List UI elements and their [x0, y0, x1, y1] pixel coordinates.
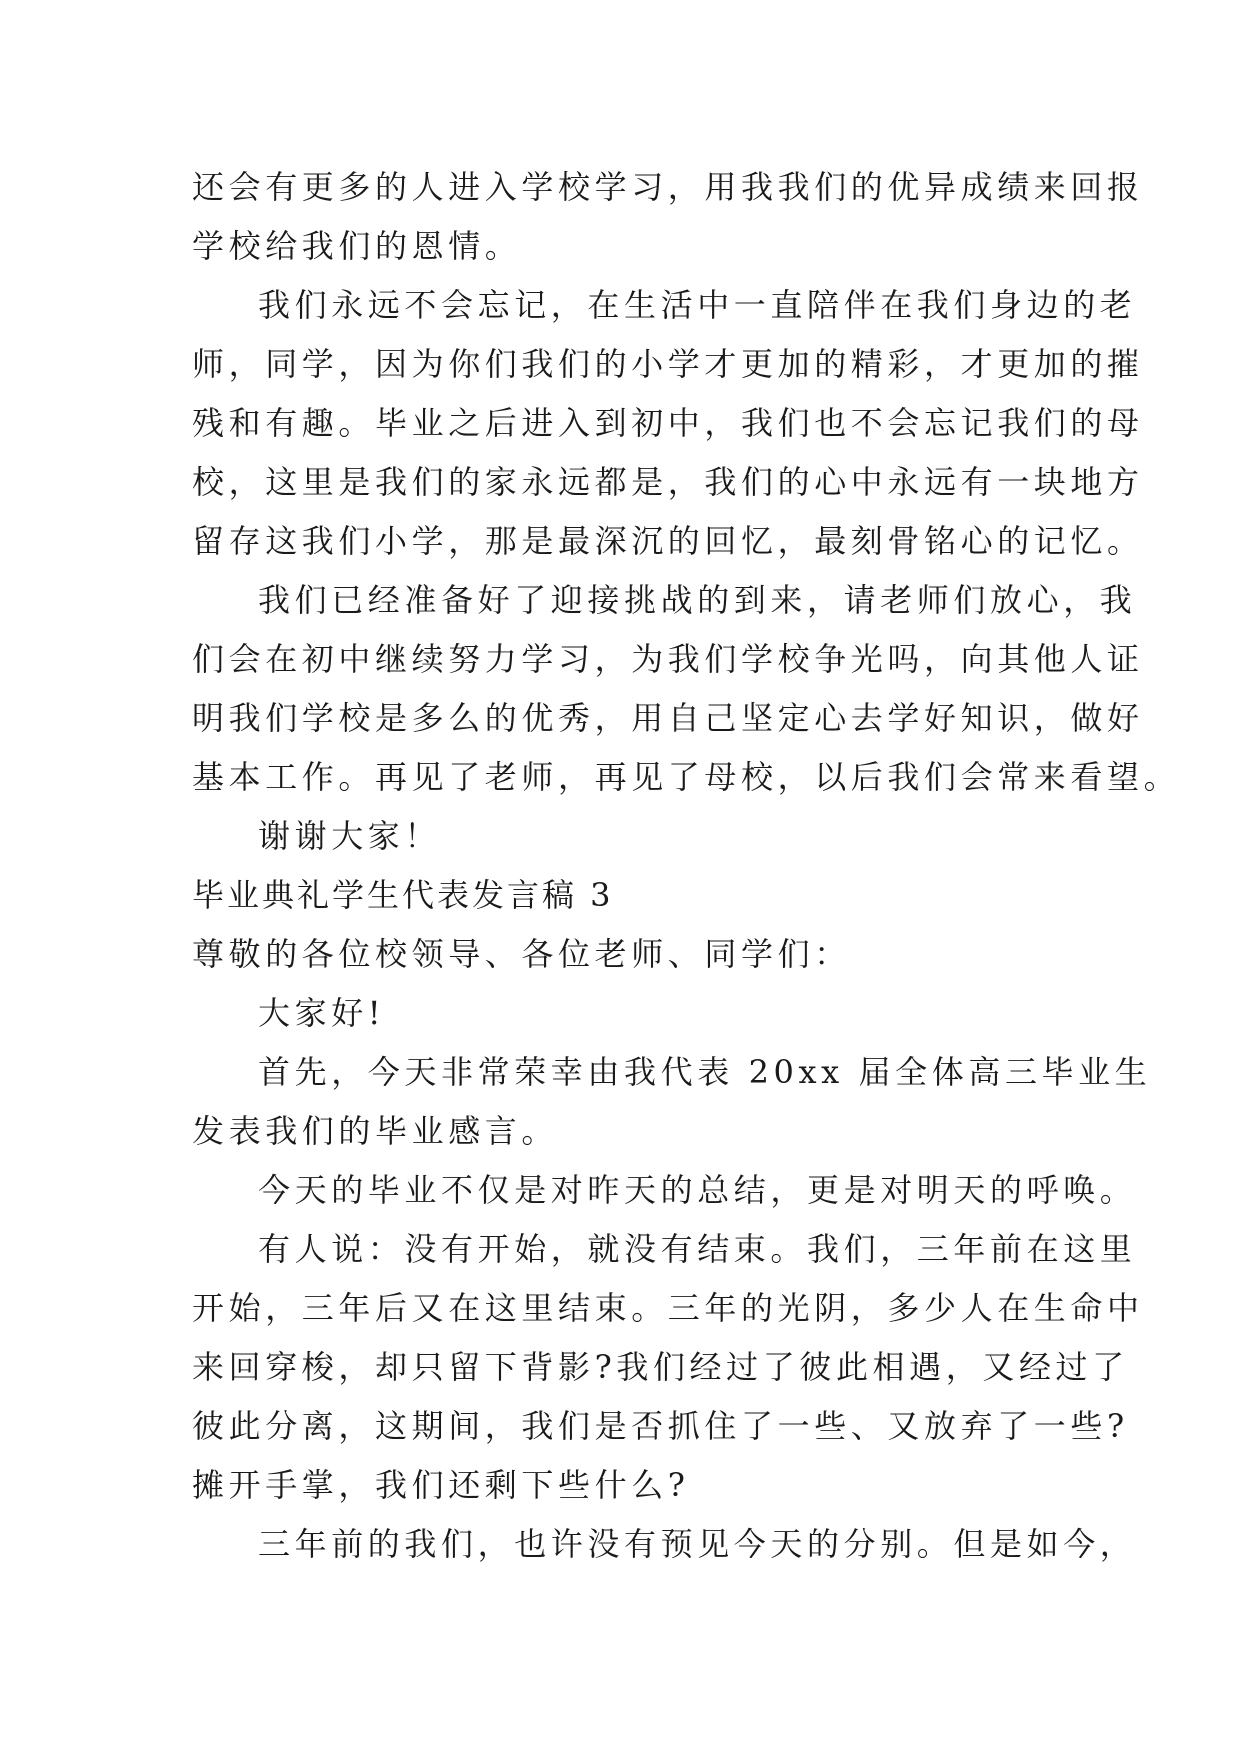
- text-line: 明我们学校是多么的优秀，用自己坚定心去学好知识，做好: [192, 699, 1144, 737]
- text-line: 留存这我们小学，那是最深沉的回忆，最刻骨铭心的记忆。: [192, 522, 1144, 560]
- document-body: [192, 158, 1181, 1574]
- text-line: 谢谢大家！: [258, 817, 442, 855]
- section-heading: 毕业典礼学生代表发言稿 3: [192, 876, 614, 914]
- text-line: 我们永远不会忘记，在生活中一直陪伴在我们身边的老: [258, 286, 1137, 324]
- text-line: 大家好!: [258, 994, 386, 1032]
- text-line: 彼此分离，这期间，我们是否抓住了一些、又放弃了一些?: [192, 1407, 1129, 1445]
- text-line: 们会在初中继续努力学习，为我们学校争光吗，向其他人证: [192, 640, 1144, 678]
- text-line: 来回穿梭，却只留下背影?我们经过了彼此相遇，又经过了: [192, 1348, 1129, 1386]
- text-line: 发表我们的毕业感言。: [192, 1112, 559, 1150]
- text-line: 三年前的我们，也许没有预见今天的分别。但是如今，: [258, 1525, 1137, 1563]
- text-line: 首先，今天非常荣幸由我代表 20xx 届全体高三毕业生: [258, 1053, 1152, 1091]
- text-line: 摊开手掌，我们还剩下些什么?: [192, 1466, 690, 1504]
- text-line: 校，这里是我们的家永远都是，我们的心中永远有一块地方: [192, 463, 1144, 501]
- text-line: 尊敬的各位校领导、各位老师、同学们：: [192, 935, 851, 973]
- text-line: 基本工作。再见了老师，再见了母校，以后我们会常来看望。: [192, 758, 1181, 796]
- text-line: 还会有更多的人进入学校学习，用我我们的优异成绩来回报: [192, 168, 1144, 206]
- text-line: 残和有趣。毕业之后进入到初中，我们也不会忘记我们的母: [192, 404, 1144, 442]
- text-line: 开始，三年后又在这里结束。三年的光阴，多少人在生命中: [192, 1289, 1144, 1327]
- text-line: 有人说：没有开始，就没有结束。我们，三年前在这里: [258, 1230, 1137, 1268]
- text-line: 今天的毕业不仅是对昨天的总结，更是对明天的呼唤。: [258, 1171, 1137, 1209]
- text-line: 学校给我们的恩情。: [192, 227, 522, 265]
- text-line: 我们已经准备好了迎接挑战的到来，请老师们放心，我: [258, 581, 1137, 619]
- text-line: 师，同学，因为你们我们的小学才更加的精彩，才更加的摧: [192, 345, 1144, 383]
